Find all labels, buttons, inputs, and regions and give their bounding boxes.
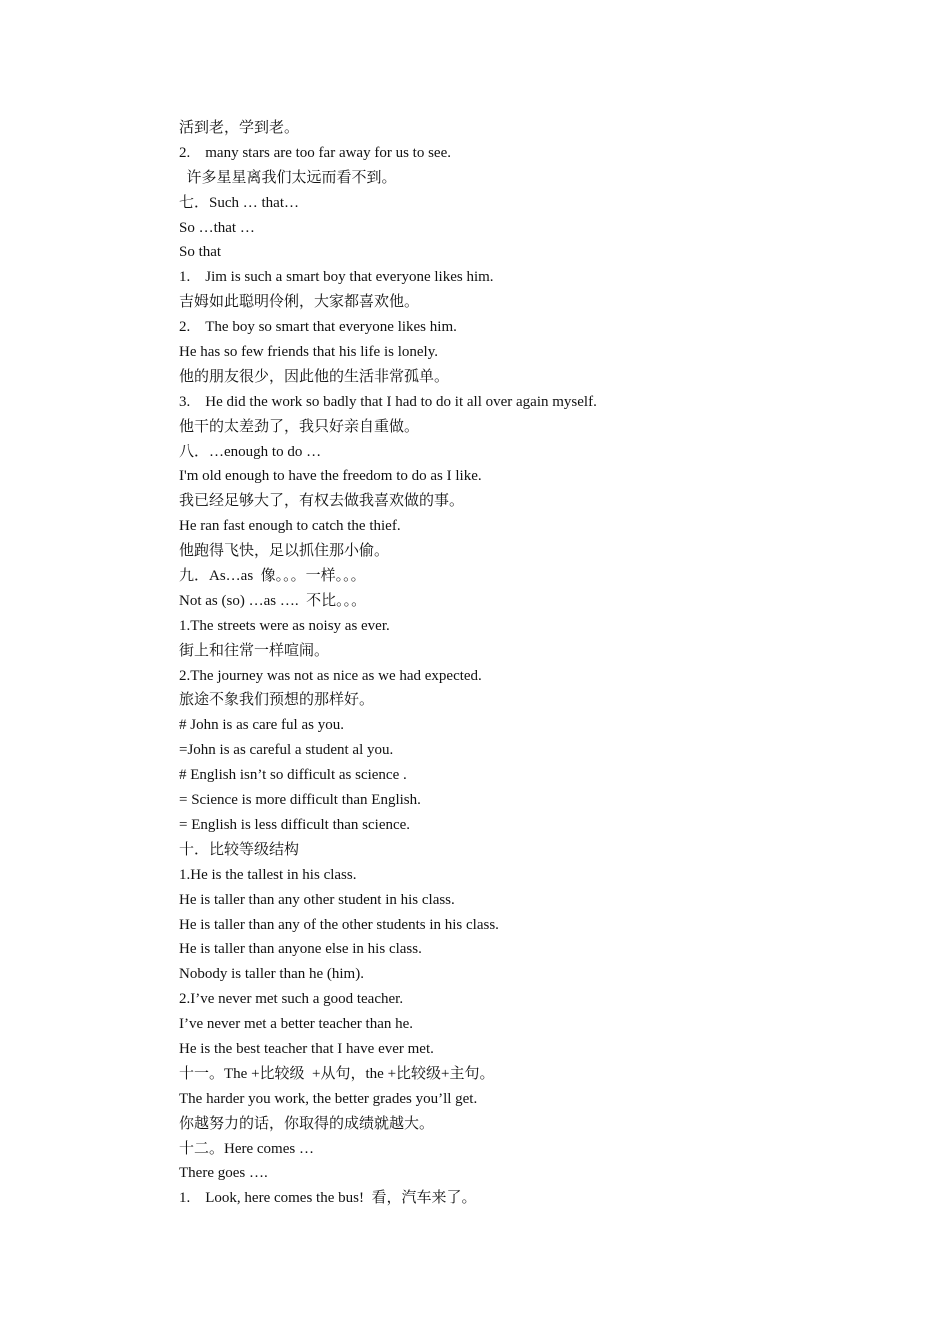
text-line: = Science is more difficult than English.: [179, 792, 421, 809]
text-line: 3. He did the work so badly that I had to do it all over again myself.: [179, 393, 597, 410]
text-line: 他干的太差劲了，我只好亲自重做。: [179, 418, 420, 435]
text-line: 2.I’ve never met such a good teacher.: [179, 991, 404, 1008]
text-line: The harder you work, the better grades you’ll get.: [179, 1090, 478, 1107]
section-heading: 十二。Here comes …: [179, 1140, 314, 1157]
text-line: 旅途不象我们预想的那样好。: [179, 692, 375, 709]
text-line: Nobody is taller than he (him).: [179, 966, 364, 983]
text-line: =John is as careful a student al you.: [179, 742, 394, 759]
text-line: Not as (so) …as …. 不比。。。: [179, 592, 367, 609]
text-line: 他跑得飞快，足以抓住那小偷。: [179, 543, 390, 560]
text-line: 2. The boy so smart that everyone likes him.: [179, 319, 457, 336]
text-line: 吉姆如此聪明伶俐，大家都喜欢他。: [179, 294, 420, 311]
text-line: 1.The streets were as noisy as ever.: [179, 617, 390, 634]
section-heading: 十．比较等级结构: [179, 841, 300, 858]
text-line: 你越努力的话，你取得的成绩就越大。: [179, 1115, 435, 1132]
text-line: There goes ….: [179, 1165, 268, 1182]
text-line: 许多星星离我们太远而看不到。: [179, 169, 397, 186]
text-line: 他的朋友很少，因此他的生活非常孤单。: [179, 368, 450, 385]
text-line: 活到老，学到老。: [179, 120, 300, 136]
text-line: He is the best teacher that I have ever met.: [179, 1040, 434, 1057]
text-line: He has so few friends that his life is lonely.: [179, 344, 438, 361]
document-page: [179, 116, 879, 1211]
text-line: 1. Jim is such a smart boy that everyone likes him.: [179, 269, 494, 286]
text-line: So that: [179, 244, 222, 261]
text-line: 我已经足够大了，有权去做我喜欢做的事。: [179, 493, 465, 510]
text-line: I'm old enough to have the freedom to do as I like.: [179, 468, 482, 485]
text-line: He is taller than anyone else in his class.: [179, 941, 422, 958]
text-line: 2. many stars are too far away for us to see.: [179, 144, 451, 161]
text-line: # John is as care ful as you.: [179, 717, 344, 734]
text-line: I’ve never met a better teacher than he.: [179, 1016, 414, 1033]
section-heading: 十一。The +比较级 +从句，the +比较级+主句。: [179, 1065, 495, 1082]
text-line: 1. Look, here comes the bus! 看，汽车来了。: [179, 1190, 477, 1207]
text-line: So …that …: [179, 219, 255, 236]
text-line: 街上和往常一样喧闹。: [179, 642, 330, 659]
section-heading: 七．Such … that…: [179, 194, 299, 211]
section-heading: 八．…enough to do …: [179, 443, 322, 460]
text-line: He is taller than any other student in his class.: [179, 891, 455, 908]
text-line: = English is less difficult than science.: [179, 816, 411, 833]
text-line: 1.He is the tallest in his class.: [179, 866, 357, 883]
text-line: 2.The journey was not as nice as we had expected.: [179, 667, 482, 684]
text-line: He ran fast enough to catch the thief.: [179, 518, 401, 535]
text-line: He is taller than any of the other students in his class.: [179, 916, 499, 933]
section-heading: 九．As…as 像。。。一样。。。: [179, 568, 366, 585]
text-line: # English isn’t so difficult as science .: [179, 767, 407, 784]
